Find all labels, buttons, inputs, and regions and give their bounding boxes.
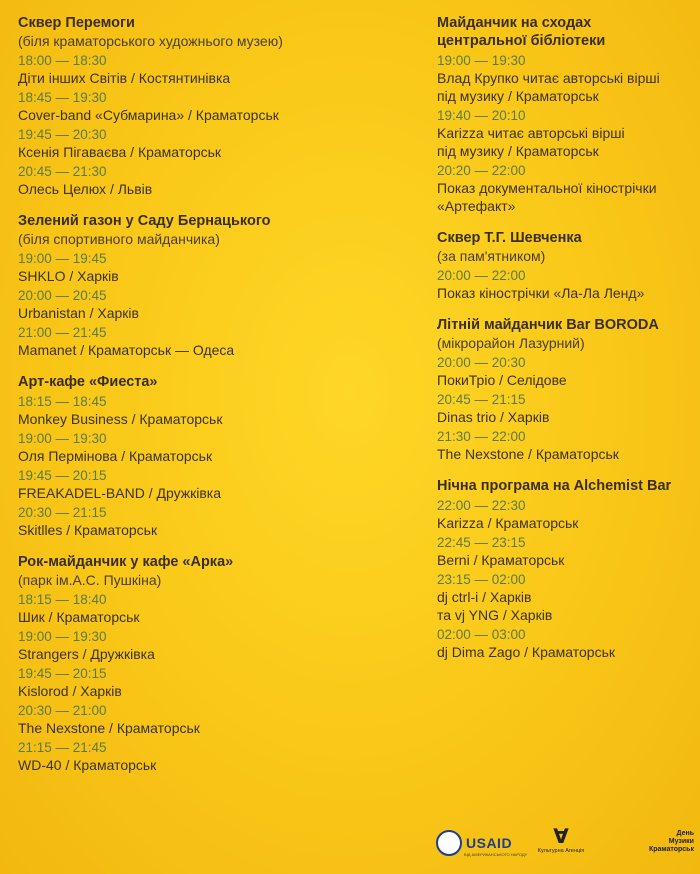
slot-time: 22:00 — 22:30 (437, 498, 526, 513)
slot-time: 20:30 — 21:15 (18, 505, 107, 520)
slot-time: 21:30 — 22:00 (437, 429, 526, 444)
culture-agency-logo (536, 826, 586, 854)
schedule-slot (437, 626, 697, 661)
slot-act: Karizza / Краматорськ (437, 515, 579, 531)
right-column (437, 14, 697, 675)
slot-time: 20:20 — 22:00 (437, 163, 526, 178)
schedule-slot (437, 162, 697, 215)
schedule-slot (437, 391, 697, 426)
music-day-line3: Краматорськ (648, 846, 694, 853)
schedule-slot (18, 430, 418, 465)
venue-subtitle: (мікрорайон Лазурний) (437, 335, 585, 351)
schedule-slot (18, 591, 418, 626)
venue-block (18, 212, 418, 359)
slot-act: Skitlles / Краматорськ (18, 522, 158, 538)
slot-act: Kislorod / Харків (18, 683, 122, 699)
slot-act-line2: під музику / Краматорськ (437, 143, 599, 159)
slot-act: Berni / Краматорськ (437, 552, 565, 568)
schedule-slot (437, 428, 697, 463)
venue-title-line2: центральної бібліотеки (437, 33, 606, 49)
schedule-slot (18, 163, 418, 198)
slot-act: Оля Пермінова / Краматорськ (18, 448, 213, 464)
schedule-slot (18, 393, 418, 428)
slot-time: 18:15 — 18:40 (18, 592, 107, 607)
schedule-slot (18, 504, 418, 539)
slot-act: Влад Крупко читає авторські вірші (437, 70, 660, 86)
venue-block (18, 373, 418, 539)
slot-time: 19:45 — 20:30 (18, 127, 107, 142)
slot-act: Ксенія Пігаваєва / Краматорськ (18, 144, 222, 160)
slot-act: FREAKADEL-BAND / Дружківка (18, 485, 221, 501)
slot-act: Олесь Целюх / Львів (18, 181, 153, 197)
slot-time: 02:00 — 03:00 (437, 627, 526, 642)
slot-time: 21:00 — 21:45 (18, 325, 107, 340)
venue-title: Сквер Перемоги (18, 15, 135, 31)
venue-title: Майданчик на сходах (437, 15, 592, 31)
venue-title: Арт-кафе «Фиеста» (18, 374, 158, 390)
slot-time: 22:45 — 23:15 (437, 535, 526, 550)
slot-act: ПокиТріо / Селідове (437, 372, 567, 388)
slot-act-line2: «Артефакт» (437, 198, 516, 214)
usaid-tagline: ВІД АМЕРИКАНСЬКОГО НАРОДУ (464, 852, 528, 857)
schedule-slot (437, 354, 697, 389)
slot-time: 18:45 — 19:30 (18, 90, 107, 105)
culture-agency-name: Культурна Агенція (537, 848, 585, 854)
slot-time: 20:45 — 21:15 (437, 392, 526, 407)
slot-time: 20:00 — 20:45 (18, 288, 107, 303)
slot-time: 20:00 — 22:00 (437, 268, 526, 283)
slot-act: The Nexstone / Краматорськ (437, 446, 619, 462)
venue-block (18, 553, 418, 774)
slot-time: 20:00 — 20:30 (437, 355, 526, 370)
slot-act: The Nexstone / Краматорськ (18, 720, 200, 736)
slot-time: 20:45 — 21:30 (18, 164, 107, 179)
venue-title: Нічна програма на Alchemist Bar (437, 478, 672, 494)
slot-act: Urbanistan / Харків (18, 305, 139, 321)
slot-time: 19:40 — 20:10 (437, 108, 526, 123)
venue-subtitle: (за пам'ятником) (437, 248, 546, 264)
venue-title: Сквер Т.Г. Шевченка (437, 230, 582, 246)
schedule-slot (18, 665, 418, 700)
slot-time: 19:45 — 20:15 (18, 666, 107, 681)
slot-time: 19:45 — 20:15 (18, 468, 107, 483)
slot-act: Шик / Краматорськ (18, 609, 140, 625)
slot-act: dj ctrl-i / Харків (437, 589, 532, 605)
venue-block (437, 316, 697, 463)
schedule-slot (437, 534, 697, 569)
schedule-slot (18, 739, 418, 774)
usaid-wordmark: USAID (466, 835, 513, 851)
slot-time: 18:00 — 18:30 (18, 53, 107, 68)
schedule-slot (18, 89, 418, 124)
slot-time: 21:15 — 21:45 (18, 740, 107, 755)
slot-act: Dinas trio / Харків (437, 409, 550, 425)
slot-time: 19:00 — 19:45 (18, 251, 107, 266)
schedule-slot (18, 628, 418, 663)
left-column (18, 14, 418, 788)
sponsor-logos (432, 826, 694, 866)
schedule-slot (437, 107, 697, 160)
slot-time: 18:15 — 18:45 (18, 394, 107, 409)
schedule-slot (18, 250, 418, 285)
slot-act: Karizza читає авторські вірші (437, 125, 625, 141)
slot-act: Mamanet / Краматорськ — Одеса (18, 342, 235, 358)
venue-subtitle: (парк ім.А.С. Пушкіна) (18, 572, 162, 588)
slot-act: Cover-band «Субмарина» / Краматорськ (18, 107, 279, 123)
slot-act: Показ документальної кінострічки (437, 180, 657, 196)
schedule-slot (18, 467, 418, 502)
usaid-seal-icon (436, 830, 462, 856)
schedule-slot (437, 571, 697, 624)
slot-time: 20:30 — 21:00 (18, 703, 107, 718)
venue-title: Рок-майданчик у кафе «Арка» (18, 554, 234, 570)
schedule-slot (18, 287, 418, 322)
slot-act: Strangers / Дружківка (18, 646, 155, 662)
venue-subtitle: (біля спортивного майданчика) (18, 231, 220, 247)
slot-act: SHKLO / Харків (18, 268, 119, 284)
music-day-logo (614, 830, 694, 854)
schedule-slot (437, 497, 697, 532)
music-day-line2: Музики (668, 838, 694, 845)
venue-title: Літній майданчик Bar BORODA (437, 317, 659, 333)
venue-block (437, 229, 697, 302)
slot-time: 19:00 — 19:30 (18, 629, 107, 644)
slot-act-line2: під музику / Краматорськ (437, 88, 599, 104)
venue-block (437, 477, 697, 661)
slot-act-line2: та vj YNG / Харків (437, 607, 553, 623)
slot-time: 19:00 — 19:30 (437, 53, 526, 68)
slot-act: Діти інших Світів / Костянтинівка (18, 70, 231, 86)
slot-act: Показ кінострічки «Ла-Ла Ленд» (437, 285, 645, 301)
schedule-slot (437, 267, 697, 302)
venue-block (437, 14, 697, 215)
slot-time: 23:15 — 02:00 (437, 572, 526, 587)
slot-time: 19:00 — 19:30 (18, 431, 107, 446)
slot-act: WD-40 / Краматорськ (18, 757, 157, 773)
schedule-slot (437, 52, 697, 105)
music-day-line1: День (676, 830, 694, 837)
schedule-slot (18, 324, 418, 359)
slot-act: Monkey Business / Краматорськ (18, 411, 223, 427)
culture-agency-mark-icon: ∀ (553, 826, 569, 848)
schedule-slot (18, 126, 418, 161)
venue-title: Зелений газон у Саду Бернацького (18, 213, 271, 229)
slot-act: dj Dima Zago / Краматорськ (437, 644, 616, 660)
venue-subtitle: (біля краматорського художнього музею) (18, 33, 283, 49)
schedule-slot (18, 52, 418, 87)
venue-block (18, 14, 418, 198)
schedule-slot (18, 702, 418, 737)
